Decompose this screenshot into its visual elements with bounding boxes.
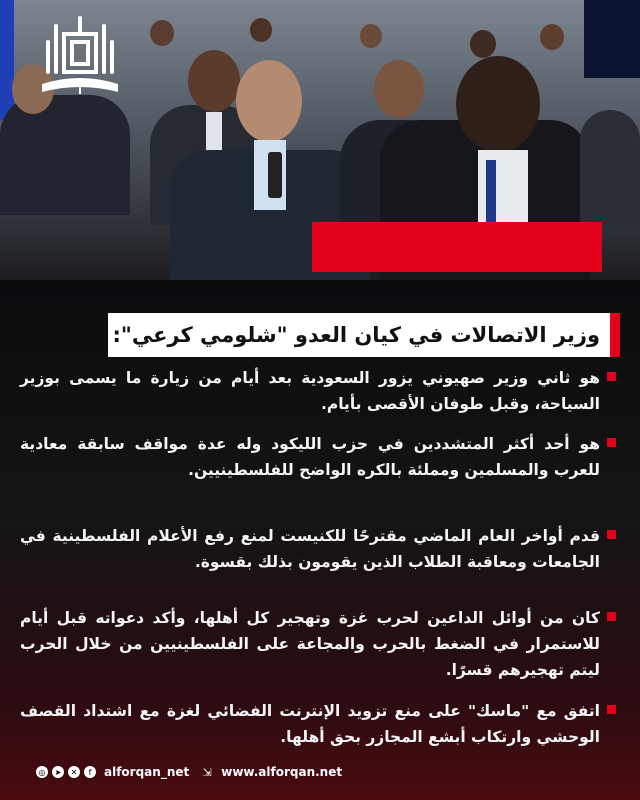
bullet-text: هو أحد أكثر المتشددين في حزب الليكود وله عدة مواقف سابقة معادية للعرب والمسلمين ومملئة بالكره الواضح للفلسطينيين.: [20, 435, 600, 479]
bullet-square-icon: [607, 530, 616, 539]
navy-corner: [584, 0, 640, 78]
person-far-right: [580, 110, 640, 230]
bullet-text: هو ثاني وزير صهيوني يزور السعودية بعد أيام من زيارة ما يسمى بوزير السياحة، وقبل طوفان الأقصى بأيام.: [20, 369, 600, 413]
social-handle[interactable]: alforqan_net: [104, 765, 190, 779]
blue-flag-strip: [0, 0, 14, 120]
audience-head: [360, 24, 382, 48]
speaker-head: [236, 60, 302, 142]
audience-head: [540, 24, 564, 50]
alforqan-logo-icon: [34, 12, 126, 112]
person-right-head: [456, 56, 540, 152]
person-left: [0, 95, 130, 215]
audience-head: [250, 18, 272, 42]
audience-head: [470, 30, 496, 58]
red-accent-bar: [312, 222, 602, 272]
facebook-icon[interactable]: f: [84, 766, 96, 778]
instagram-icon[interactable]: ◎: [36, 766, 48, 778]
footer: [36, 762, 342, 782]
bullet-square-icon: [607, 438, 616, 447]
bullet-square-icon: [607, 372, 616, 381]
person-middle-head: [374, 60, 424, 118]
x-icon[interactable]: ✕: [68, 766, 80, 778]
list-item: [20, 523, 616, 575]
website-link[interactable]: www.alforqan.net: [221, 765, 343, 779]
bullet-square-icon: [607, 612, 616, 621]
headline-box: [108, 313, 620, 357]
person-back-shirt: [206, 112, 222, 152]
background-photo: [0, 0, 640, 280]
microphone-icon: [268, 152, 282, 198]
list-item: [20, 365, 616, 417]
list-item: [20, 431, 616, 483]
person-back-head: [188, 50, 240, 112]
list-item: [20, 605, 616, 683]
list-item: [20, 698, 616, 750]
telegram-icon[interactable]: ➤: [52, 766, 64, 778]
bullet-text: قدم أواخر العام الماضي مقترحًا للكنيست لمنع رفع الأعلام الفلسطينية في الجامعات ومعاقبة الطلاب الذين يقومون بذلك بقسوة.: [20, 527, 600, 571]
bullet-text: كان من أوائل الداعين لحرب غزة وتهجير كل أهلها، وأكد دعواته قبل أيام للاستمرار في الضغط بالحرب والمجاعة على الفلسطينيين من خلال الحرب ليتم تهجيرهم قسرًا.: [20, 609, 600, 679]
link-arrow-icon: ⇲: [202, 765, 212, 779]
bullet-square-icon: [607, 705, 616, 714]
audience-head: [150, 20, 174, 46]
headline: وزير الاتصالات في كيان العدو "شلومي كرعي":: [112, 323, 600, 347]
bullet-text: اتفق مع "ماسك" على منع تزويد الإنترنت الفضائي لغزة مع اشتداد القصف الوحشي وارتكاب أبشع المجازر بحق أهلها.: [20, 702, 600, 746]
